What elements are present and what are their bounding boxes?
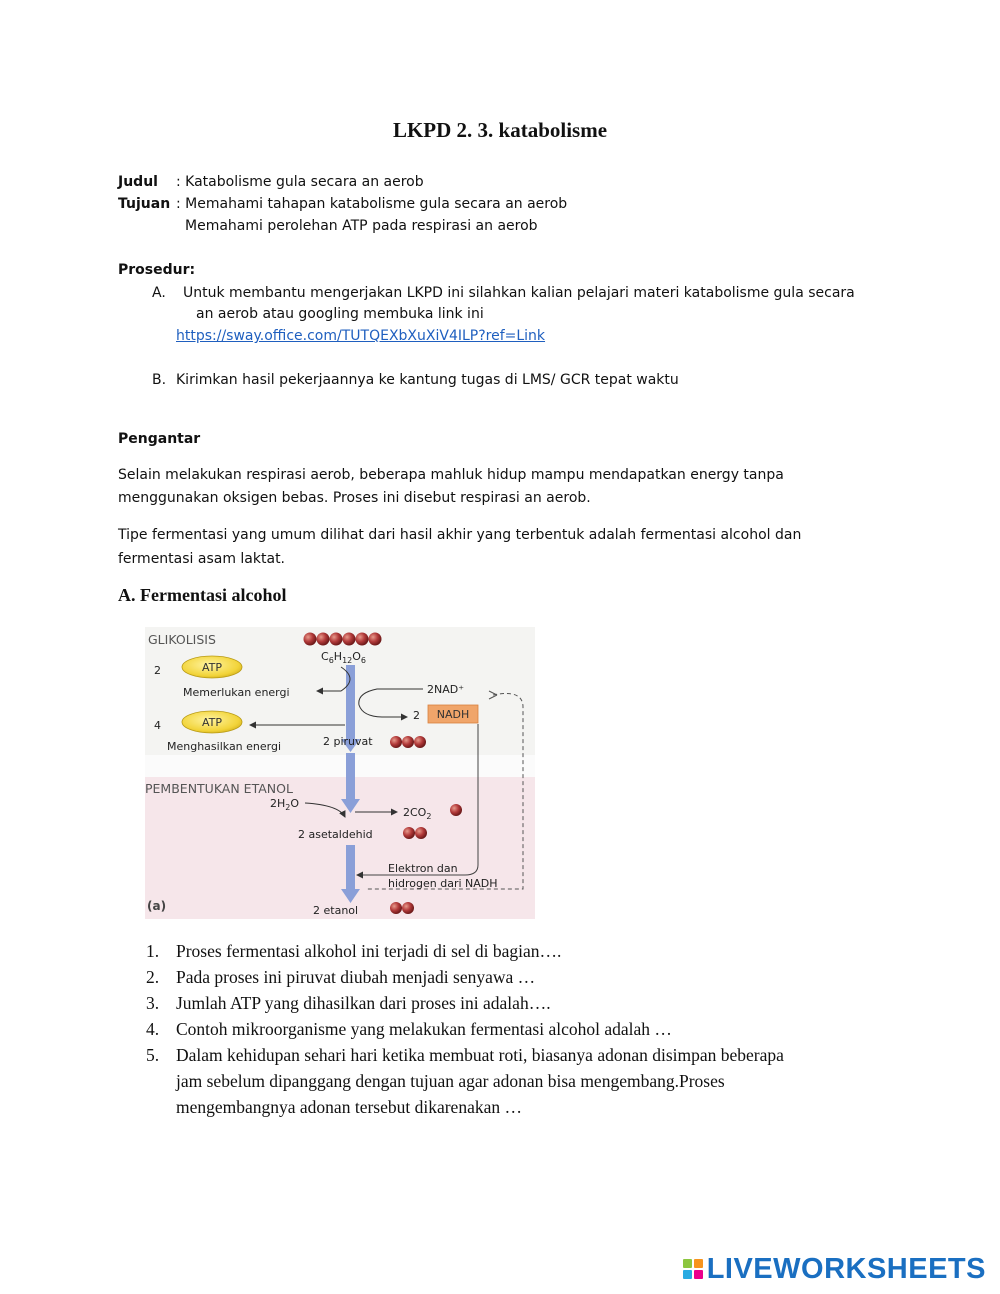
prosedur-heading: Prosedur: — [118, 262, 196, 278]
tujuan-label: Tujuan — [118, 196, 171, 212]
main-arrow-3 — [346, 845, 355, 893]
co2-label: $2CO_2$ — [403, 806, 432, 821]
question-text: Proses fermentasi alkohol ini terjadi di sel di bagian…. — [176, 941, 562, 961]
panel-label: (a) — [147, 899, 167, 913]
atp-label-2: ATP — [201, 716, 223, 729]
pengantar-p2-line1: Tipe fermentasi yang umum dilihat dari hasil akhir yang terbentuk adalah fermentasi alcohol dan — [118, 527, 802, 543]
section-a-heading: A. Fermentasi alcohol — [118, 585, 287, 605]
pengantar-p2-line2: fermentasi asam laktat. — [118, 551, 286, 567]
fermentation-diagram — [145, 627, 535, 919]
question-number: 1. — [146, 941, 160, 961]
pengantar-heading: Pengantar — [118, 431, 201, 447]
glikolisis-label: GLIKOLISIS — [148, 632, 216, 647]
nadh-count: 2 — [413, 709, 420, 722]
etanol-atom-1 — [390, 902, 402, 914]
glucose-atom-2 — [317, 633, 330, 646]
liveworksheets-logo — [683, 1254, 986, 1284]
h2o-label: $2H_2O$ — [270, 797, 300, 812]
prosedur-b-text: Kirimkan hasil pekerjaannya ke kantung tugas di LMS/ GCR tepat waktu — [176, 372, 679, 388]
glucose-atom-1 — [304, 633, 317, 646]
question-number: 5. — [146, 1045, 160, 1065]
question-number: 2. — [146, 967, 160, 987]
question-item — [146, 938, 886, 964]
prosedur-b-marker: B. — [152, 372, 167, 388]
tujuan-line2: Memahami perolehan ATP pada respirasi an aerob — [185, 218, 538, 234]
asetaldehid-atom-2 — [415, 827, 427, 839]
logo-block-3 — [683, 1270, 692, 1279]
question-item — [146, 1016, 886, 1042]
glucose-atom-4 — [343, 633, 356, 646]
question-list — [146, 938, 886, 1120]
main-arrow-1 — [346, 665, 355, 745]
glucose-formula: $C_6H_{12}O_6$ — [321, 650, 367, 665]
logo-block-2 — [694, 1259, 703, 1268]
etanol-atom-2 — [402, 902, 414, 914]
piruvat-atom-1 — [390, 736, 402, 748]
logo-block-4 — [694, 1270, 703, 1279]
etanol-panel — [145, 777, 535, 919]
question-text-line2: jam sebelum dipanggang dengan tujuan agar adonan bisa mengembang.Proses — [176, 1071, 725, 1091]
sway-link[interactable]: https://sway.office.com/TUTQEXbXuXiV4ILP?ref=Link — [176, 328, 546, 344]
main-arrow-2 — [346, 753, 355, 803]
logo-icon — [683, 1259, 703, 1279]
menghasilkan-energi: Menghasilkan energi — [167, 740, 282, 753]
atp-count-1: 2 — [154, 664, 161, 677]
elektron-line1: Elektron dan — [388, 862, 458, 875]
question-text: Pada proses ini piruvat diubah menjadi senyawa … — [176, 967, 536, 987]
question-item — [146, 1042, 886, 1120]
question-text: Jumlah ATP yang dihasilkan dari proses ini adalah…. — [176, 993, 551, 1013]
co2-atom — [450, 804, 462, 816]
asetaldehid-label: 2 asetaldehid — [298, 828, 373, 841]
piruvat-molecule — [390, 736, 426, 748]
pengantar-p1-line2: menggunakan oksigen bebas. Proses ini disebut respirasi an aerob. — [118, 490, 591, 506]
elektron-line2: hidrogen dari NADH — [388, 877, 498, 890]
pembentukan-label: PEMBENTUKAN ETANOL — [145, 781, 293, 796]
judul-label: Judul — [118, 174, 158, 190]
tujuan-line1: : Memahami tahapan katabolisme gula secara an aerob — [176, 196, 568, 212]
nad-label: 2NAD⁺ — [427, 683, 465, 696]
logo-block-1 — [683, 1259, 692, 1268]
piruvat-label: 2 piruvat — [323, 735, 373, 748]
question-number: 3. — [146, 993, 160, 1013]
atp-label-1: ATP — [201, 661, 223, 674]
asetaldehid-atom-1 — [403, 827, 415, 839]
prosedur-a-line2: an aerob atau googling membuka link ini — [196, 306, 484, 322]
atp-count-2: 4 — [154, 719, 161, 732]
question-number: 4. — [146, 1019, 160, 1039]
memerlukan-energi: Memerlukan energi — [183, 686, 290, 699]
logo-text: LIVEWORKSHEETS — [706, 1252, 986, 1285]
glucose-atom-5 — [356, 633, 369, 646]
prosedur-a-line1: Untuk membantu mengerjakan LKPD ini silahkan kalian pelajari materi katabolisme gula secara — [183, 285, 855, 301]
page-title: LKPD 2. 3. katabolisme — [392, 118, 608, 142]
nadh-label: NADH — [436, 708, 470, 721]
question-text-line1: Dalam kehidupan sehari hari ketika membuat roti, biasanya adonan disimpan beberapa — [176, 1045, 784, 1065]
judul-value: : Katabolisme gula secara an aerob — [176, 174, 424, 190]
question-item — [146, 964, 886, 990]
glucose-atom-3 — [330, 633, 343, 646]
question-item — [146, 990, 886, 1016]
question-text-line3: mengembangnya adonan tersebut dikarenakan … — [176, 1097, 522, 1117]
etanol-label: 2 etanol — [313, 904, 359, 917]
question-text: Contoh mikroorganisme yang melakukan fermentasi alcohol adalah … — [176, 1019, 672, 1039]
glucose-atom-6 — [369, 633, 382, 646]
piruvat-atom-2 — [402, 736, 414, 748]
pengantar-p1-line1: Selain melakukan respirasi aerob, beberapa mahluk hidup mampu mendapatkan energy tanpa — [118, 467, 784, 483]
piruvat-atom-3 — [414, 736, 426, 748]
prosedur-a-marker: A. — [152, 285, 166, 301]
